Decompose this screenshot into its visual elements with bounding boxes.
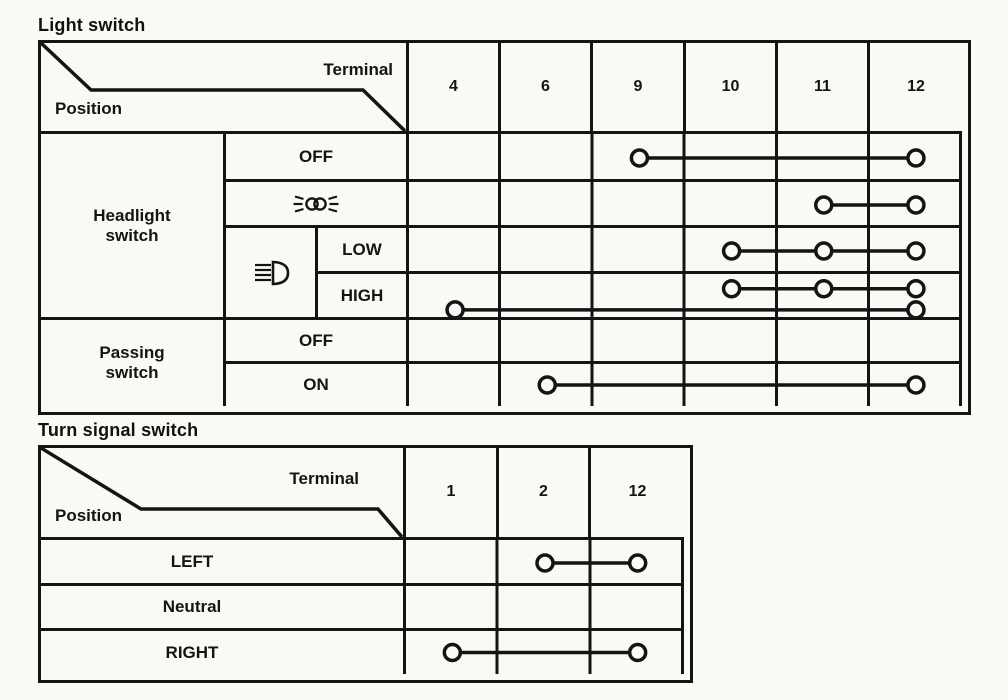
terminal-header-label: Terminal [289,469,359,488]
headlight-icon [250,259,292,287]
grid-row-neutral [406,586,684,631]
position-lamp-icon [292,192,340,216]
light-switch-header-corner-cell [41,43,409,134]
terminal-header-9: 9 [593,43,686,134]
passing-off-label: OFF [226,320,409,364]
terminal-header-2: 2 [499,448,591,540]
headlight-switch-text: Headlight switch [93,205,171,245]
headlight-switch-group-label [41,134,226,320]
turn-signal-header-corner-cell [41,448,406,540]
turn-right-label: RIGHT [41,631,406,674]
grid-row-passing-off [409,320,962,364]
headlight-high-label: HIGH [318,274,409,320]
turn-signal-switch-title: Turn signal switch [38,420,199,440]
terminal-header-6: 6 [501,43,593,134]
turn-neutral-label: Neutral [41,586,406,631]
headlight-off-label: OFF [226,134,409,182]
position-header-label: Position [55,99,123,119]
grid-row-left [406,540,684,586]
grid-row-off [409,134,962,182]
terminal-header-12: 12 [591,448,684,540]
light-switch-title: Light switch [38,15,146,35]
turn-signal-switch-table [38,445,693,683]
terminal-header-4: 4 [409,43,501,134]
position-header-label: Position [55,506,123,526]
grid-row-right [406,631,684,674]
headlight-low-label: LOW [318,228,409,274]
terminal-header-11: 11 [778,43,870,134]
terminal-header-1: 1 [406,448,499,540]
terminal-header-label: Terminal [323,60,393,79]
headlight-beam-cell [226,228,318,320]
grid-row-low [409,228,962,274]
turn-left-label: LEFT [41,540,406,586]
passing-switch-text: Passing switch [99,343,165,382]
light-switch-table [38,40,971,415]
grid-row-passing-on [409,364,962,406]
grid-row-lamp [409,182,962,228]
terminal-header-10: 10 [686,43,778,134]
grid-row-high [409,274,962,320]
passing-switch-group-label [41,320,226,406]
passing-on-label: ON [226,364,409,406]
position-lamp-cell [226,182,409,228]
terminal-header-12: 12 [870,43,962,134]
